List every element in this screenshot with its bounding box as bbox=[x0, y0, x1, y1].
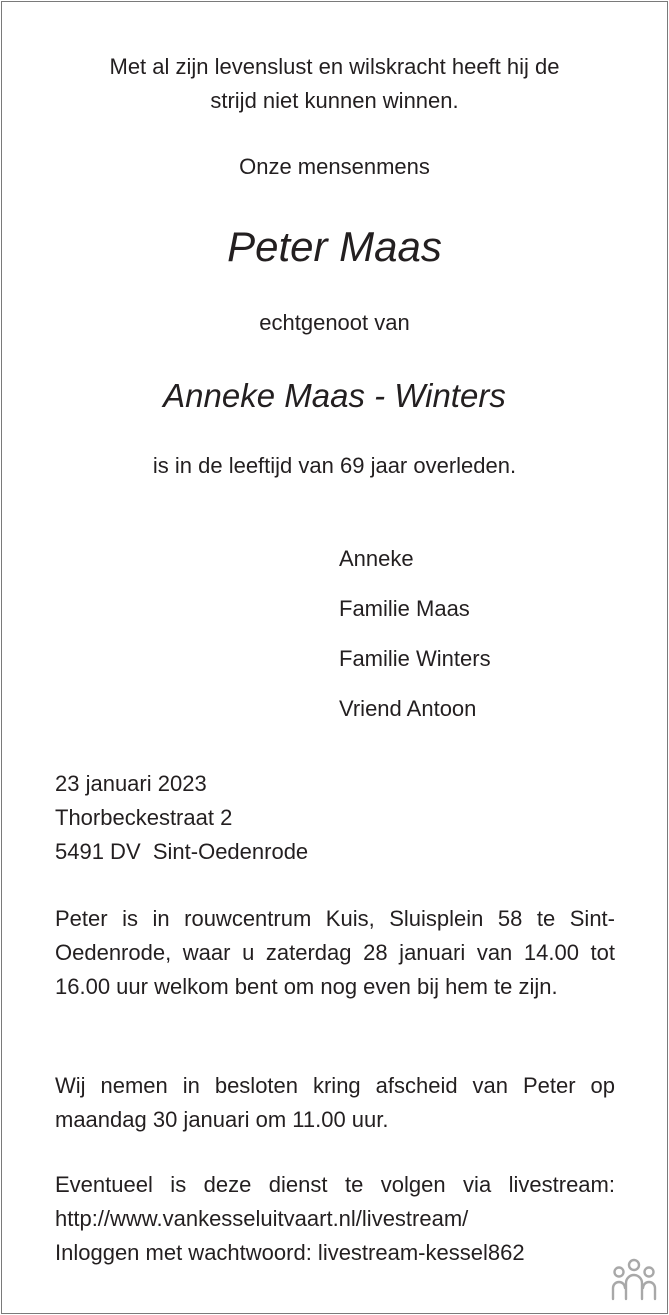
livestream-password: Inloggen met wachtwoord: livestream-kessel862 bbox=[55, 1240, 525, 1265]
address-block bbox=[55, 767, 308, 869]
visitation-paragraph: Peter is in rouwcentrum Kuis, Sluisplein 58 te Sint-Oedenrode, waar u zaterdag 28 januari van 14.00 tot 16.00 uur welkom bent om nog even bij hem te zijn. bbox=[55, 906, 615, 999]
farewell-paragraph: Wij nemen in besloten kring afscheid van Peter op maandag 30 januari om 11.00 uur. bbox=[55, 1073, 615, 1132]
deceased-name: Peter Maas bbox=[227, 223, 442, 270]
relative-item: Familie Winters bbox=[339, 646, 491, 671]
subtitle: Onze mensenmens bbox=[239, 154, 430, 179]
people-group-icon bbox=[610, 1257, 658, 1303]
livestream-line: Eventueel is deze dienst te volgen via livestream: bbox=[55, 1172, 615, 1197]
relative-item: Anneke bbox=[339, 546, 414, 571]
relative-item: Familie Maas bbox=[339, 596, 470, 621]
intro-text bbox=[0, 50, 669, 118]
address-street: Thorbeckestraat 2 bbox=[55, 805, 233, 830]
spouse-name: Anneke Maas - Winters bbox=[163, 377, 506, 414]
livestream-paragraph bbox=[55, 1168, 615, 1270]
intro-line-2: strijd niet kunnen winnen. bbox=[210, 88, 459, 113]
livestream-url: http://www.vankesseluitvaart.nl/livestream/ bbox=[55, 1206, 469, 1231]
age-line: is in de leeftijd van 69 jaar overleden. bbox=[152, 453, 517, 478]
spouse-label: echtgenoot van bbox=[259, 310, 410, 335]
address-date: 23 januari 2023 bbox=[55, 771, 207, 796]
intro-line-1: Met al zijn levenslust en wilskracht heeft hij de bbox=[109, 54, 560, 79]
relatives-list bbox=[339, 534, 491, 734]
relative-item: Vriend Antoon bbox=[339, 696, 477, 721]
address-city: 5491 DV Sint-Oedenrode bbox=[55, 839, 309, 864]
